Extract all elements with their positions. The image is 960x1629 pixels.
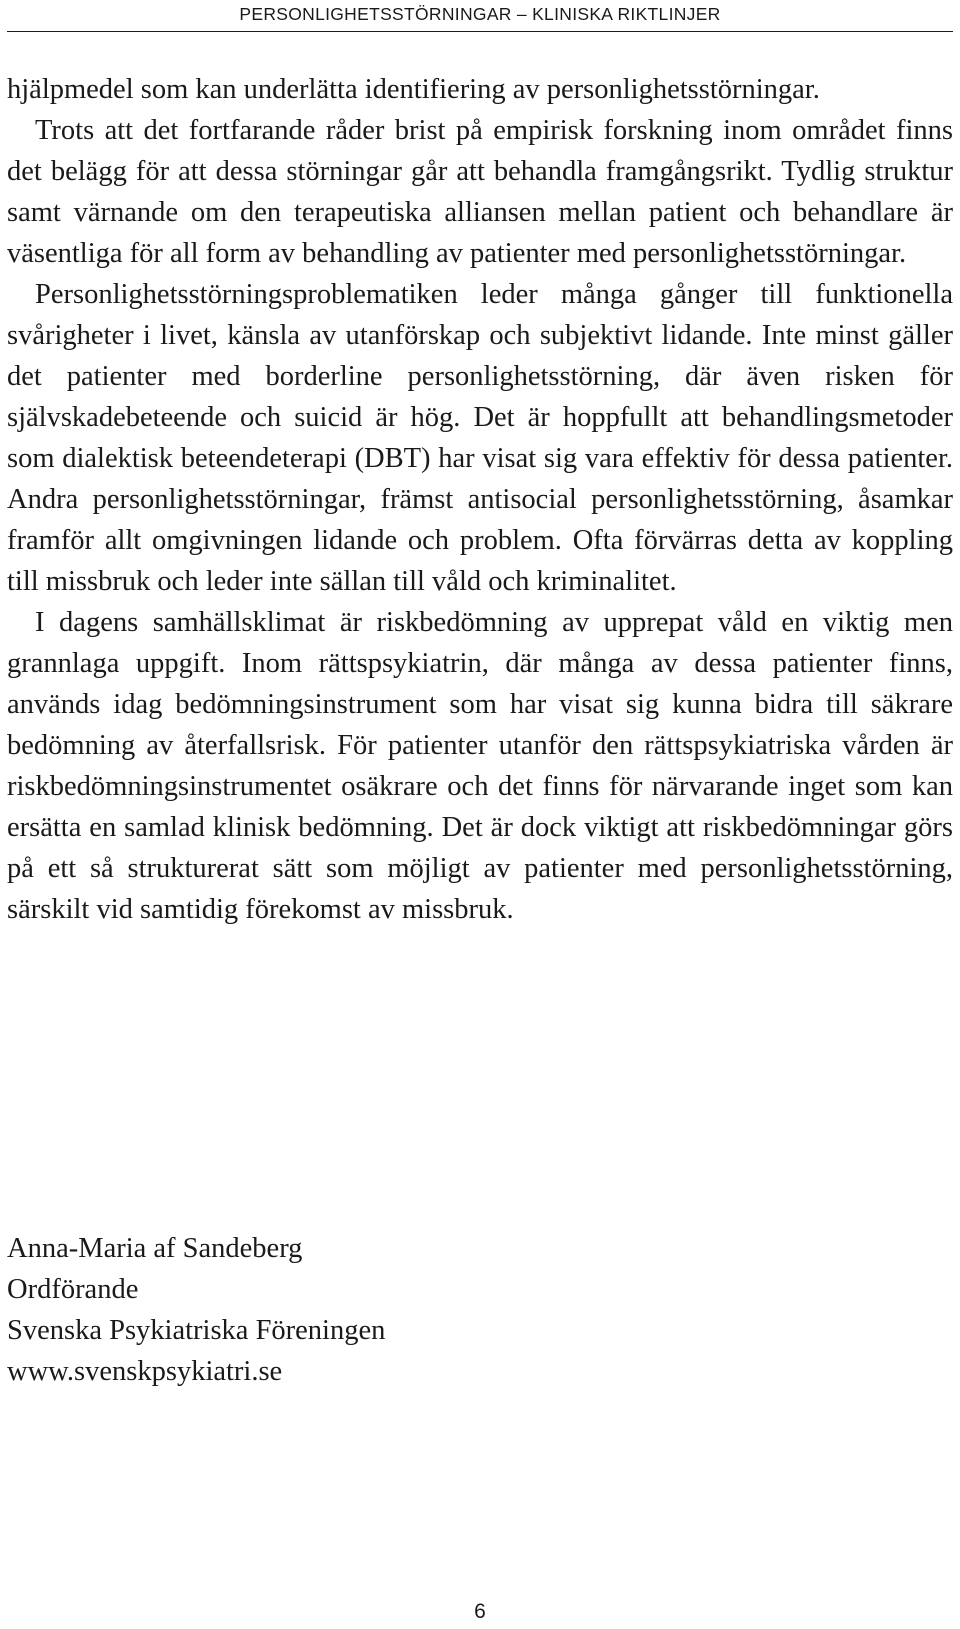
signatory-role: Ordförande bbox=[7, 1274, 139, 1305]
signatory-name: Anna-Maria af Sandeberg bbox=[7, 1233, 303, 1264]
signature-block bbox=[7, 1228, 385, 1392]
running-header bbox=[7, 0, 953, 32]
organization-website: www.svenskpsykiatri.se bbox=[7, 1356, 283, 1387]
paragraph-consequences: Personlighetsstörningsproblematiken leder många gånger till funktionella svårigheter i livet, känsla av utanförskap och subjektivt lidande. Inte minst gäller det patienter med borderline personlighetsstörning, där även risken för självskadebeteende och suicid är hög. Det är hoppfullt att behandlingsmetoder som dialektisk beteendeterapi (DBT) har visat sig vara effektiv för dessa patienter. Andra personlighetsstörningar, främst antisocial personlighetsstörning, åsamkar framför allt omgivningen lidande och problem. Ofta förvärras detta av koppling till missbruk och leder inte sällan till våld och kriminalitet. bbox=[7, 279, 953, 597]
page-number: 6 bbox=[474, 1600, 486, 1623]
paragraph-treatment: Trots att det fortfarande råder brist på empirisk forskning inom området finns det belägg för att dessa störningar går att behandla framgångsrikt. Tydlig struktur samt värnande om den terapeutiska alliansen mellan patient och behandlare är väsentliga för all form av behandling av patienter med personlighetsstörningar. bbox=[7, 115, 953, 269]
paragraph-continued: hjälpmedel som kan underlätta identifiering av personlighetsstörningar. bbox=[7, 74, 820, 105]
running-header-title: PERSONLIGHETSSTÖRNINGAR – KLINISKA RIKTLINJER bbox=[239, 4, 721, 24]
paragraph-risk-assessment: I dagens samhällsklimat är riskbedömning av upprepat våld en viktig men grannlaga uppgift. Inom rättspsykiatrin, där många av dessa patienter finns, används idag bedömningsinstrument som har visat sig kunna bidra till säkrare bedömning av återfallsrisk. För patienter utanför den rättspsykiatriska vården är riskbedömningsinstrumentet osäkrare och det finns för närvarande inget som kan ersätta en samlad klinisk bedömning. Det är dock viktigt att riskbedömningar görs på ett så strukturerat sätt som möjligt av patienter med personlighetsstörning, särskilt vid samtidig förekomst av missbruk. bbox=[7, 607, 953, 925]
signatory-organization: Svenska Psykiatriska Föreningen bbox=[7, 1315, 386, 1346]
body-text bbox=[7, 69, 953, 930]
